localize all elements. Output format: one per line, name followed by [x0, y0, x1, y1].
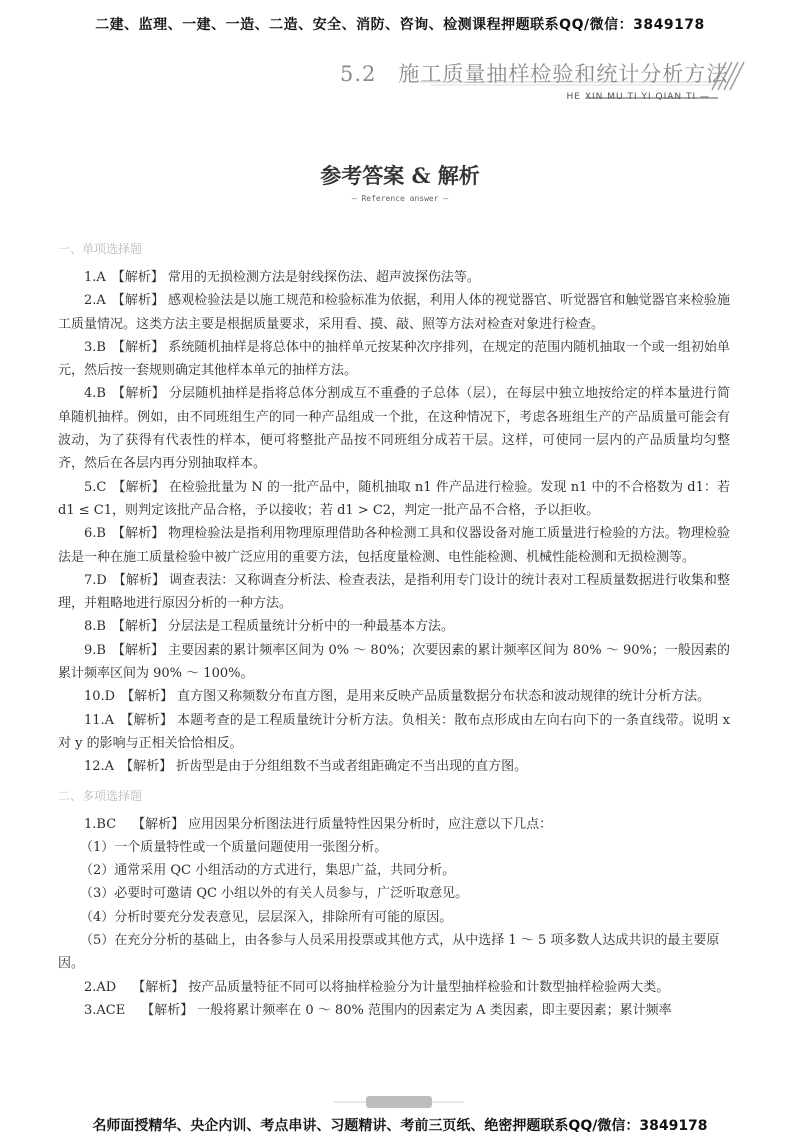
- answer-item: [58, 476, 730, 523]
- answer-text: 系统随机抽样是将总体中的抽样单元按某种次序排列，在规定的范围内随机抽取一个或一组初始单元，然后按一套规则确定其他样本单元的抽样方法。: [58, 339, 730, 379]
- answer-number: 10.D: [84, 689, 116, 705]
- analysis-tag: 【解析】: [111, 642, 165, 658]
- answer-item: [58, 709, 730, 756]
- analysis-tag: 【解析】: [111, 293, 165, 309]
- analysis-tag: 【解析】: [141, 1002, 194, 1018]
- answer-item: [58, 522, 730, 569]
- analysis-tag: 【解析】: [121, 689, 174, 705]
- answer-text: 物理检验法是指利用物理原理借助各种检测工具和仪器设备对施工质量进行检验的方法。物理检验法是一种在施工质量检验中被广泛应用的重要方法，包括度量检测、电性能检测、机械性能检测和无损检测等。: [58, 526, 730, 565]
- section-heading-multiple: 二、多项选择题: [58, 788, 143, 803]
- analysis-tag: 【解析】: [120, 759, 173, 775]
- answer-subtitle: — Reference answer —: [351, 194, 449, 203]
- answer-number: 8.B: [84, 619, 106, 635]
- answer-text: 在检验批量为 N 的一批产品中，随机抽取 n1 件产品进行检验。发现 n1 中的不合格数为 d1：若 d1 ≤ C1，则判定该批产品合格，予以接收；若 d1 > C2，判定一批产品不合格，予以拒收。: [58, 479, 730, 518]
- answer-number: 7.D: [84, 572, 107, 588]
- answer-item: [58, 569, 730, 616]
- top-banner: 二建、监理、一建、一造、二造、安全、消防、咨询、检测课程押题联系QQ/微信：3849178: [95, 17, 705, 33]
- answer-item: [58, 382, 730, 475]
- answer-text: 应用因果分析图法进行质量特性因果分析时，应注意以下几点：: [188, 816, 553, 832]
- answer-text: 分层法是工程质量统计分析中的一种最基本方法。: [167, 619, 454, 635]
- list-point: （1）一个质量特性或一个质量问题使用一张图分析。: [80, 839, 388, 855]
- answer-number: 11.A: [84, 712, 115, 728]
- answer-item: [58, 289, 730, 336]
- answer-text: 常用的无损检测方法是射线探伤法、超声波探伤法等。: [167, 270, 480, 285]
- answer-item: [58, 755, 730, 778]
- answer-content: [58, 240, 730, 1022]
- answer-item: [58, 813, 730, 836]
- section-title: 5.2 施工质量抽样检验和统计分析方法: [340, 62, 729, 86]
- answer-number: 2.A: [84, 293, 106, 309]
- answer-number: 1.BC: [84, 816, 117, 832]
- list-point: （4）分析时要充分发表意见，层层深入，排除所有可能的原因。: [80, 909, 453, 925]
- analysis-tag: 【解析】: [132, 979, 185, 995]
- answer-number: 9.B: [84, 642, 106, 658]
- list-point: （3）必要时可邀请 QC 小组以外的有关人员参与，广泛听取意见。: [80, 886, 469, 902]
- section-subtitle: HE XIN MU TI YI QIAN TI —: [566, 92, 710, 102]
- answer-item: [58, 336, 730, 383]
- analysis-tag: 【解析】: [112, 572, 166, 588]
- bottom-banner: 名师面授精华、央企内训、考点串讲、习题精讲、考前三页纸、绝密押题联系QQ/微信：3849178: [92, 1118, 708, 1134]
- list-point: （5）在充分分析的基础上，由各参与人员采用投票或其他方式，从中选择 1 ～ 5 项多数人达成共识的最主要原因。: [58, 933, 720, 972]
- answer-number: 5.C: [84, 479, 107, 495]
- answer-number: 3.ACE: [84, 1002, 126, 1018]
- answer-title: 参考答案 & 解析: [320, 163, 480, 188]
- answer-number: 1.A: [84, 270, 106, 285]
- answer-text: 直方图又称频数分布直方图，是用来反映产品质量数据分布状态和波动规律的统计分析方法。: [177, 689, 711, 705]
- answer-text: 分层随机抽样是指将总体分割成互不重叠的子总体（层），在每层中独立地按给定的样本量进行简单随机抽样。例如，由不同班组生产的同一种产品组成一个批，在这种情况下，考虑各班组生产的产品质量可能会有波动，为了获得有代表性的样本，便可将整批产品按不同班组分成若干层。这样，可使同一层内的产品质量均匀整齐，然后在各层内再分别抽取样本。: [58, 386, 730, 472]
- answer-item: [58, 999, 730, 1022]
- list-point: （2）通常采用 QC 小组活动的方式进行，集思广益，共同分析。: [80, 863, 456, 879]
- answer-item: [58, 976, 730, 999]
- section-heading-single: 一、单项选择题: [58, 242, 143, 256]
- answer-text: 按产品质量特征不同可以将抽样检验分为计量型抽样检验和计数型抽样检验两大类。: [188, 979, 670, 995]
- analysis-tag: 【解析】: [111, 619, 164, 635]
- answer-number: 2.AD: [84, 979, 117, 995]
- analysis-tag: 【解析】: [111, 339, 165, 355]
- answer-text: 调查表法：又称调查分析法、检查表法，是指利用专门设计的统计表对工程质量数据进行收集和整理，并粗略地进行原因分析的一种方法。: [58, 572, 730, 612]
- analysis-tag: 【解析】: [111, 270, 164, 285]
- answer-text: 本题考查的是工程质量统计分析方法。负相关：散布点形成由左向右向下的一条直线带。说明 x 对 y 的影响与正相关恰恰相反。: [58, 712, 730, 751]
- answer-text: 一般将累计频率在 0 ～ 80% 范围内的因素定为 A 类因素，即主要因素；累计频率: [197, 1002, 672, 1018]
- answer-item: [58, 639, 730, 686]
- answer-item: [58, 685, 730, 708]
- analysis-tag: 【解析】: [111, 386, 165, 402]
- analysis-tag: 【解析】: [120, 712, 174, 728]
- answer-number: 12.A: [84, 759, 115, 775]
- analysis-tag: 【解析】: [132, 816, 185, 832]
- answer-text: 主要因素的累计频率区间为 0% ～ 80%；次要因素的累计频率区间为 80% ～ 90%；一般因素的累计频率区间为 90% ～ 100%。: [58, 642, 730, 682]
- analysis-tag: 【解析】: [112, 479, 165, 495]
- footer-logo-icon: [334, 1093, 464, 1111]
- answer-item: [58, 615, 730, 638]
- answer-text: 感观检验法是以施工规范和检验标准为依据，利用人体的视觉器官、听觉器官和触觉器官来检验施工质量情况。这类方法主要是根据质量要求，采用看、摸、敲、照等方法对检查对象进行检查。: [58, 293, 730, 332]
- answer-number: 6.B: [84, 526, 106, 542]
- section-header: [0, 52, 800, 112]
- answer-text: 折齿型是由于分组组数不当或者组距确定不当出现的直方图。: [176, 759, 528, 775]
- answer-number: 3.B: [84, 339, 106, 355]
- answer-item: [58, 266, 730, 289]
- analysis-tag: 【解析】: [111, 526, 165, 542]
- answer-number: 4.B: [84, 386, 106, 402]
